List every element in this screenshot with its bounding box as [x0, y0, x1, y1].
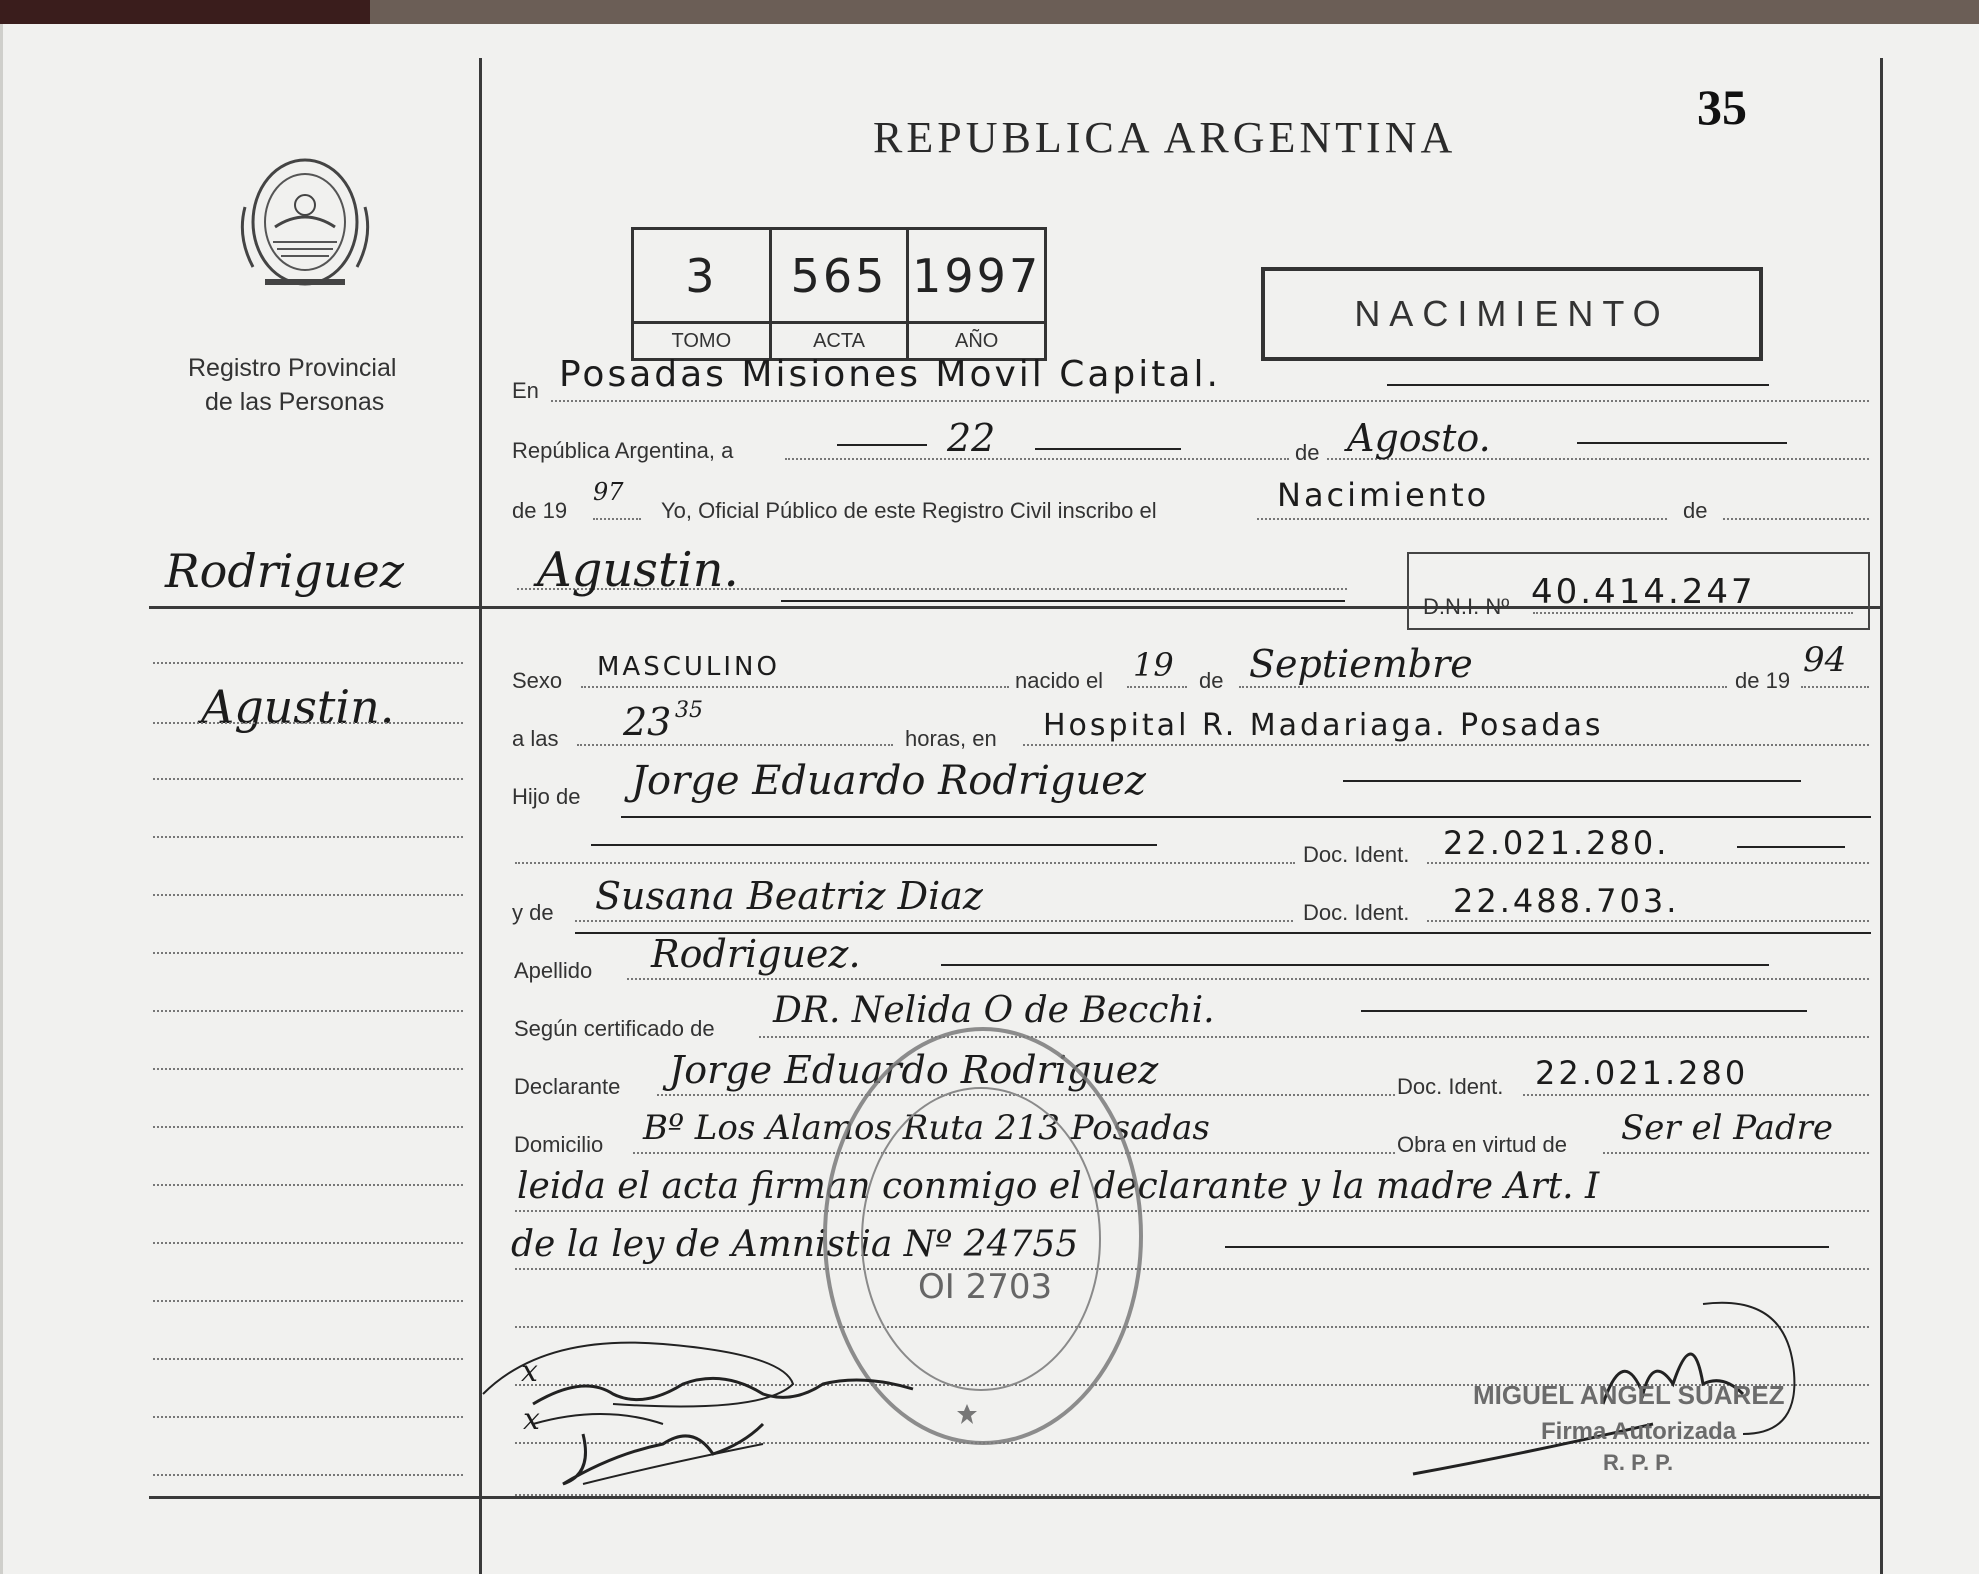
ano-label: AÑO: [955, 329, 999, 352]
de-label-3: de: [1199, 668, 1224, 693]
hijo-label: Hijo de: [512, 784, 581, 809]
address-value: Bº Los Alamos Ruta 213 Posadas: [643, 1108, 1210, 1148]
ano-cell: [909, 230, 1044, 358]
margin-given-name: Agustin.: [201, 680, 395, 734]
acta-value: 565: [772, 230, 907, 324]
margin-surname: Rodriguez: [165, 544, 405, 598]
obra-label: Obra en virtud de: [1397, 1132, 1567, 1157]
right-border: [1880, 58, 1883, 1574]
de-label-2: de: [1683, 498, 1708, 523]
notes-line-1: leida el acta firman conmigo el declarante y la madre Art. I: [517, 1166, 1600, 1207]
doc-label-1: Doc. Ident.: [1303, 842, 1410, 867]
mother-doc-value: 22.488.703.: [1453, 882, 1680, 920]
alas-label: a las: [512, 726, 559, 751]
sexo-value: MASCULINO: [597, 652, 780, 682]
signature-mark-2: x: [523, 1402, 540, 1437]
republica-label: República Argentina, a: [512, 438, 734, 463]
ano-value: 1997: [909, 230, 1044, 324]
tomo-cell: [634, 230, 772, 358]
registry-name-line2: de las Personas: [205, 388, 385, 416]
acta-label: ACTA: [813, 329, 865, 352]
official-title: Firma Autorizada: [1541, 1418, 1737, 1445]
official-org: R. P. P.: [1603, 1450, 1674, 1475]
hour-value: 23: [623, 700, 672, 744]
father-doc-value: 22.021.280.: [1443, 824, 1670, 862]
birth-place-value: Hospital R. Madariaga. Posadas: [1043, 708, 1604, 743]
birth-year-suffix-value: 94: [1803, 640, 1847, 680]
signature-mark-1: x: [521, 1354, 538, 1389]
registry-name-line1: Registro Provincial: [188, 354, 397, 382]
apellido-label: Apellido: [514, 958, 593, 983]
sexo-label: Sexo: [512, 668, 563, 693]
oficial-label: Yo, Oficial Público de este Registro Civil inscribo el: [661, 498, 1157, 523]
minutes-value: 35: [675, 698, 703, 723]
birth-day-value: 19: [1133, 646, 1174, 684]
dni-value: 40.414.247: [1531, 572, 1756, 612]
background-corner: [0, 0, 370, 26]
doc-label-3: Doc. Ident.: [1397, 1074, 1504, 1099]
document-page: [0, 24, 1979, 1574]
domicilio-label: Domicilio: [514, 1132, 604, 1157]
month-value: Agosto.: [1347, 416, 1491, 460]
doc-label-2: Doc. Ident.: [1303, 900, 1410, 925]
page-title: REPUBLICA ARGENTINA: [873, 113, 1457, 162]
handwritten-signatures: [463, 1274, 963, 1504]
record-type-box: NACIMIENTO: [1261, 267, 1763, 361]
birth-month-value: Septiembre: [1249, 642, 1473, 686]
yde-label: y de: [512, 900, 554, 925]
certificate-value: DR. Nelida O de Becchi.: [773, 990, 1215, 1031]
acta-cell: [772, 230, 910, 358]
segun-label: Según certificado de: [514, 1016, 715, 1041]
mother-value: Susana Beatriz Diaz: [595, 874, 983, 918]
declarant-value: Jorge Eduardo Rodriguez: [669, 1048, 1159, 1092]
nacido-label: nacido el: [1015, 668, 1104, 693]
day-value: 22: [947, 416, 996, 460]
declarant-doc-value: 22.021.280: [1535, 1054, 1749, 1092]
tomo-label: TOMO: [671, 329, 732, 352]
provincial-seal-icon: [235, 147, 375, 297]
declarante-label: Declarante: [514, 1074, 621, 1099]
stamp-number: OI 2703: [918, 1267, 1053, 1307]
horas-label: horas, en: [905, 726, 997, 751]
official-name: MIGUEL ANGEL SUAREZ: [1473, 1380, 1785, 1410]
year-suffix-value: 97: [593, 478, 624, 506]
place-value: Posadas Misiones Movil Capital.: [559, 354, 1221, 395]
tomo-value: 3: [634, 230, 769, 324]
reference-box: [631, 227, 1047, 361]
de19-label: de 19: [512, 498, 568, 523]
bottom-rule: [149, 1496, 1880, 1499]
apellido-value: Rodriguez.: [651, 932, 861, 976]
de19-label-2: de 19: [1735, 668, 1791, 693]
child-name-value: Agustin.: [537, 542, 739, 598]
obra-value: Ser el Padre: [1621, 1108, 1834, 1148]
inscription-type-value: Nacimiento: [1277, 476, 1490, 514]
father-value: Jorge Eduardo Rodriguez: [631, 758, 1146, 804]
dni-label: D.N.I. Nº: [1423, 594, 1510, 619]
folio-number: 35: [1697, 79, 1747, 135]
de-label-1: de: [1295, 440, 1320, 465]
en-label: En: [512, 378, 539, 403]
notes-line-2: de la ley de Amnistia Nº 24755: [511, 1224, 1079, 1265]
